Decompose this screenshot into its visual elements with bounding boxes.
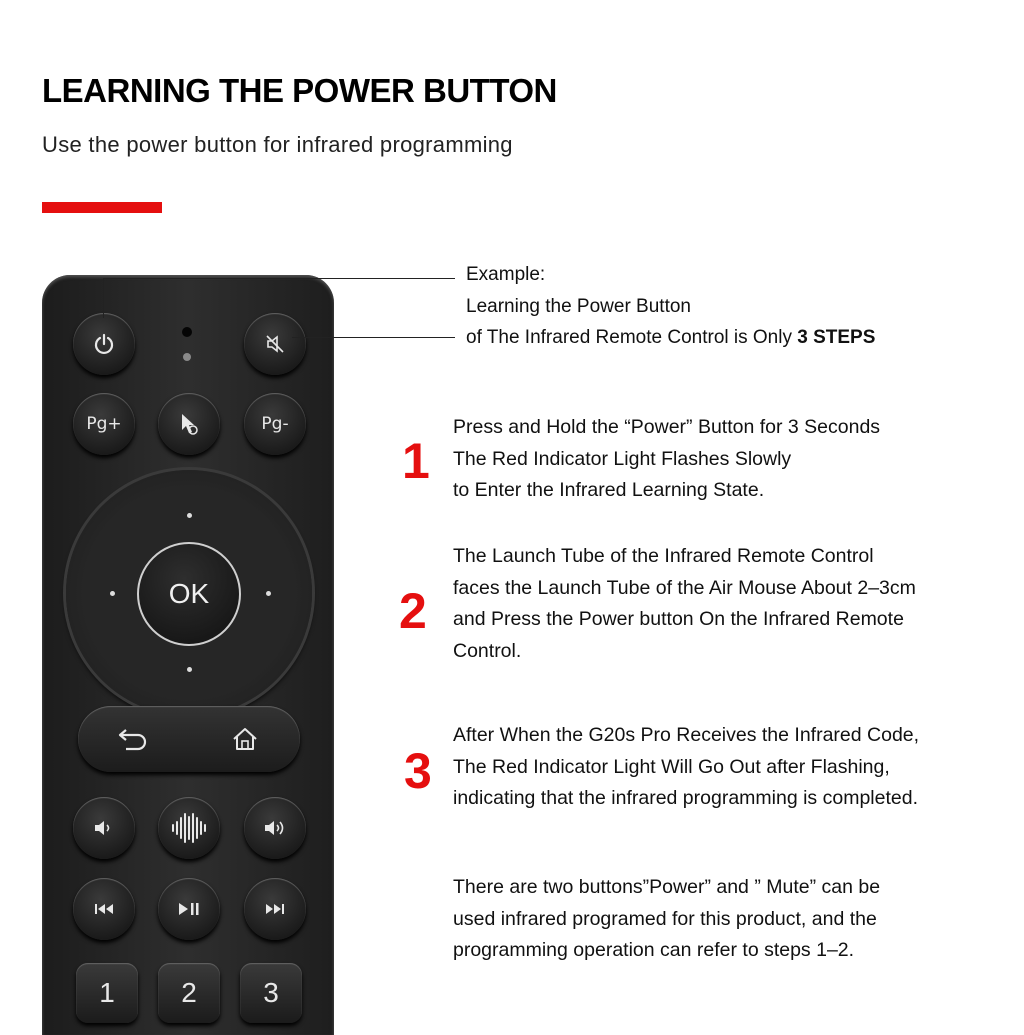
number-key-2[interactable]: 2 — [158, 963, 220, 1023]
volume-up-button[interactable] — [244, 797, 306, 859]
step-2-number: 2 — [399, 583, 427, 639]
dpad-left-dot — [110, 591, 115, 596]
example-line-3-text: of The Infrared Remote Control is Only — [466, 327, 798, 348]
number-key-3[interactable]: 3 — [240, 963, 302, 1023]
note-line-2: used infrared programed for this product, and the — [453, 907, 877, 930]
volume-down-button[interactable] — [73, 797, 135, 859]
dpad-down-dot — [187, 667, 192, 672]
next-button[interactable] — [244, 878, 306, 940]
step-2-line-3: and Press the Power button On the Infrared Remote — [453, 608, 904, 630]
step-2-line-1: The Launch Tube of the Infrared Remote Control — [453, 545, 874, 567]
dpad-up-dot — [187, 513, 192, 518]
step-1-line-1: Press and Hold the “Power” Button for 3 Seconds — [453, 416, 881, 438]
volume-up-icon — [263, 820, 287, 836]
mouse-button[interactable] — [158, 393, 220, 455]
example-line-2: Learning the Power Button — [466, 296, 691, 317]
play-pause-icon — [178, 902, 200, 916]
home-icon — [231, 726, 259, 752]
page-up-button[interactable]: Pg+ — [73, 393, 135, 455]
example-line-3 — [466, 327, 875, 349]
indicator-led-black — [182, 327, 192, 337]
back-icon — [116, 726, 150, 752]
step-2-line-2: faces the Launch Tube of the Air Mouse About 2–3cm — [453, 576, 916, 599]
step-2-line-4: Control. — [453, 639, 522, 662]
previous-button[interactable] — [73, 878, 135, 940]
play-pause-button[interactable] — [158, 878, 220, 940]
example-label: Example: — [466, 264, 546, 285]
step-1-line-3: to Enter the Infrared Learning State. — [453, 479, 765, 501]
indicator-led-red — [183, 353, 191, 361]
page-subtitle: Use the power button for infrared programming — [42, 132, 513, 157]
step-3-line-3: indicating that the infrared programming is completed. — [453, 787, 918, 809]
example-steps-highlight: 3 STEPS — [797, 327, 876, 348]
step-3-number: 3 — [404, 743, 432, 799]
mute-button[interactable] — [244, 313, 306, 375]
step-1-text — [453, 412, 880, 507]
step-1-line-2: The Red Indicator Light Flashes Slowly — [453, 447, 792, 470]
power-callout-line-vertical — [103, 278, 104, 318]
note-line-3: programming operation can refer to steps 1–2. — [453, 939, 855, 961]
mute-icon — [264, 333, 286, 355]
page-title: LEARNING THE POWER BUTTON — [42, 72, 557, 109]
step-3-line-2: The Red Indicator Light Will Go Out after Flashing, — [453, 755, 890, 778]
power-icon — [92, 332, 116, 356]
back-button[interactable] — [78, 706, 188, 772]
accent-bar — [42, 202, 162, 213]
previous-icon — [94, 903, 114, 915]
note-text — [453, 872, 880, 967]
voice-button[interactable] — [158, 797, 220, 859]
home-button[interactable] — [190, 706, 300, 772]
volume-down-icon — [93, 820, 115, 836]
voice-wave-icon — [169, 811, 209, 845]
step-3-text — [453, 720, 919, 815]
power-button[interactable] — [73, 313, 135, 375]
note-line-1: There are two buttons”Power” and ” Mute” can be — [453, 876, 881, 898]
mute-callout-line — [292, 337, 455, 338]
step-1-number: 1 — [402, 433, 430, 489]
power-callout-line-horizontal — [103, 278, 455, 279]
step-2-text — [453, 541, 916, 667]
ok-button[interactable]: OK — [137, 542, 241, 646]
page-down-button[interactable]: Pg- — [244, 393, 306, 455]
next-icon — [265, 903, 285, 915]
number-key-1[interactable]: 1 — [76, 963, 138, 1023]
dpad-right-dot — [266, 591, 271, 596]
step-3-line-1: After When the G20s Pro Receives the Infrared Code, — [453, 724, 920, 746]
cursor-icon — [178, 412, 200, 436]
